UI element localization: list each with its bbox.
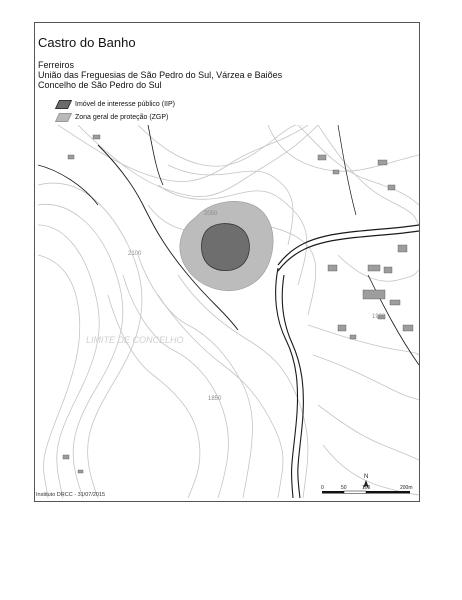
map-area[interactable]	[38, 125, 419, 498]
footer-credit: Instituto DRCC - 31/07/2015	[36, 492, 106, 498]
legend-label-zgp: Zona geral de proteção (ZGP)	[75, 114, 169, 121]
legend-item-iip	[57, 100, 175, 109]
monument-footprint	[201, 224, 249, 271]
parish-union-name: União das Freguesias de São Pedro do Sul, Várzea e Baiões	[38, 70, 283, 80]
scale-tick-label: 0	[321, 485, 324, 491]
page-title: Castro do Banho	[38, 35, 136, 50]
zgp-swatch-icon	[55, 113, 72, 122]
map-canvas	[38, 125, 419, 498]
contour-lines	[38, 125, 419, 498]
locality-name: Ferreiros	[38, 60, 75, 70]
iip-swatch-icon	[55, 100, 72, 109]
spot-height-label: 1920	[372, 314, 386, 320]
spot-height-label: 1850	[208, 396, 222, 402]
legend-label-iip: Imóvel de interesse público (IIP)	[75, 101, 175, 108]
scale-tick-label: 50	[341, 485, 347, 491]
scale-tick-label: 100	[362, 485, 371, 491]
municipality-name: Concelho de São Pedro do Sul	[38, 80, 162, 90]
settlement-buildings	[63, 135, 413, 473]
scale-bar	[321, 485, 413, 494]
boundary-label: LIMITE DE CONCELHO	[86, 335, 184, 345]
legend-item-zgp	[57, 113, 168, 122]
scale-tick-label: 200m	[400, 485, 413, 491]
spot-height-label: 2100	[128, 251, 142, 257]
north-arrow-label: N	[364, 474, 369, 480]
spot-height-label: 2050	[204, 211, 218, 217]
